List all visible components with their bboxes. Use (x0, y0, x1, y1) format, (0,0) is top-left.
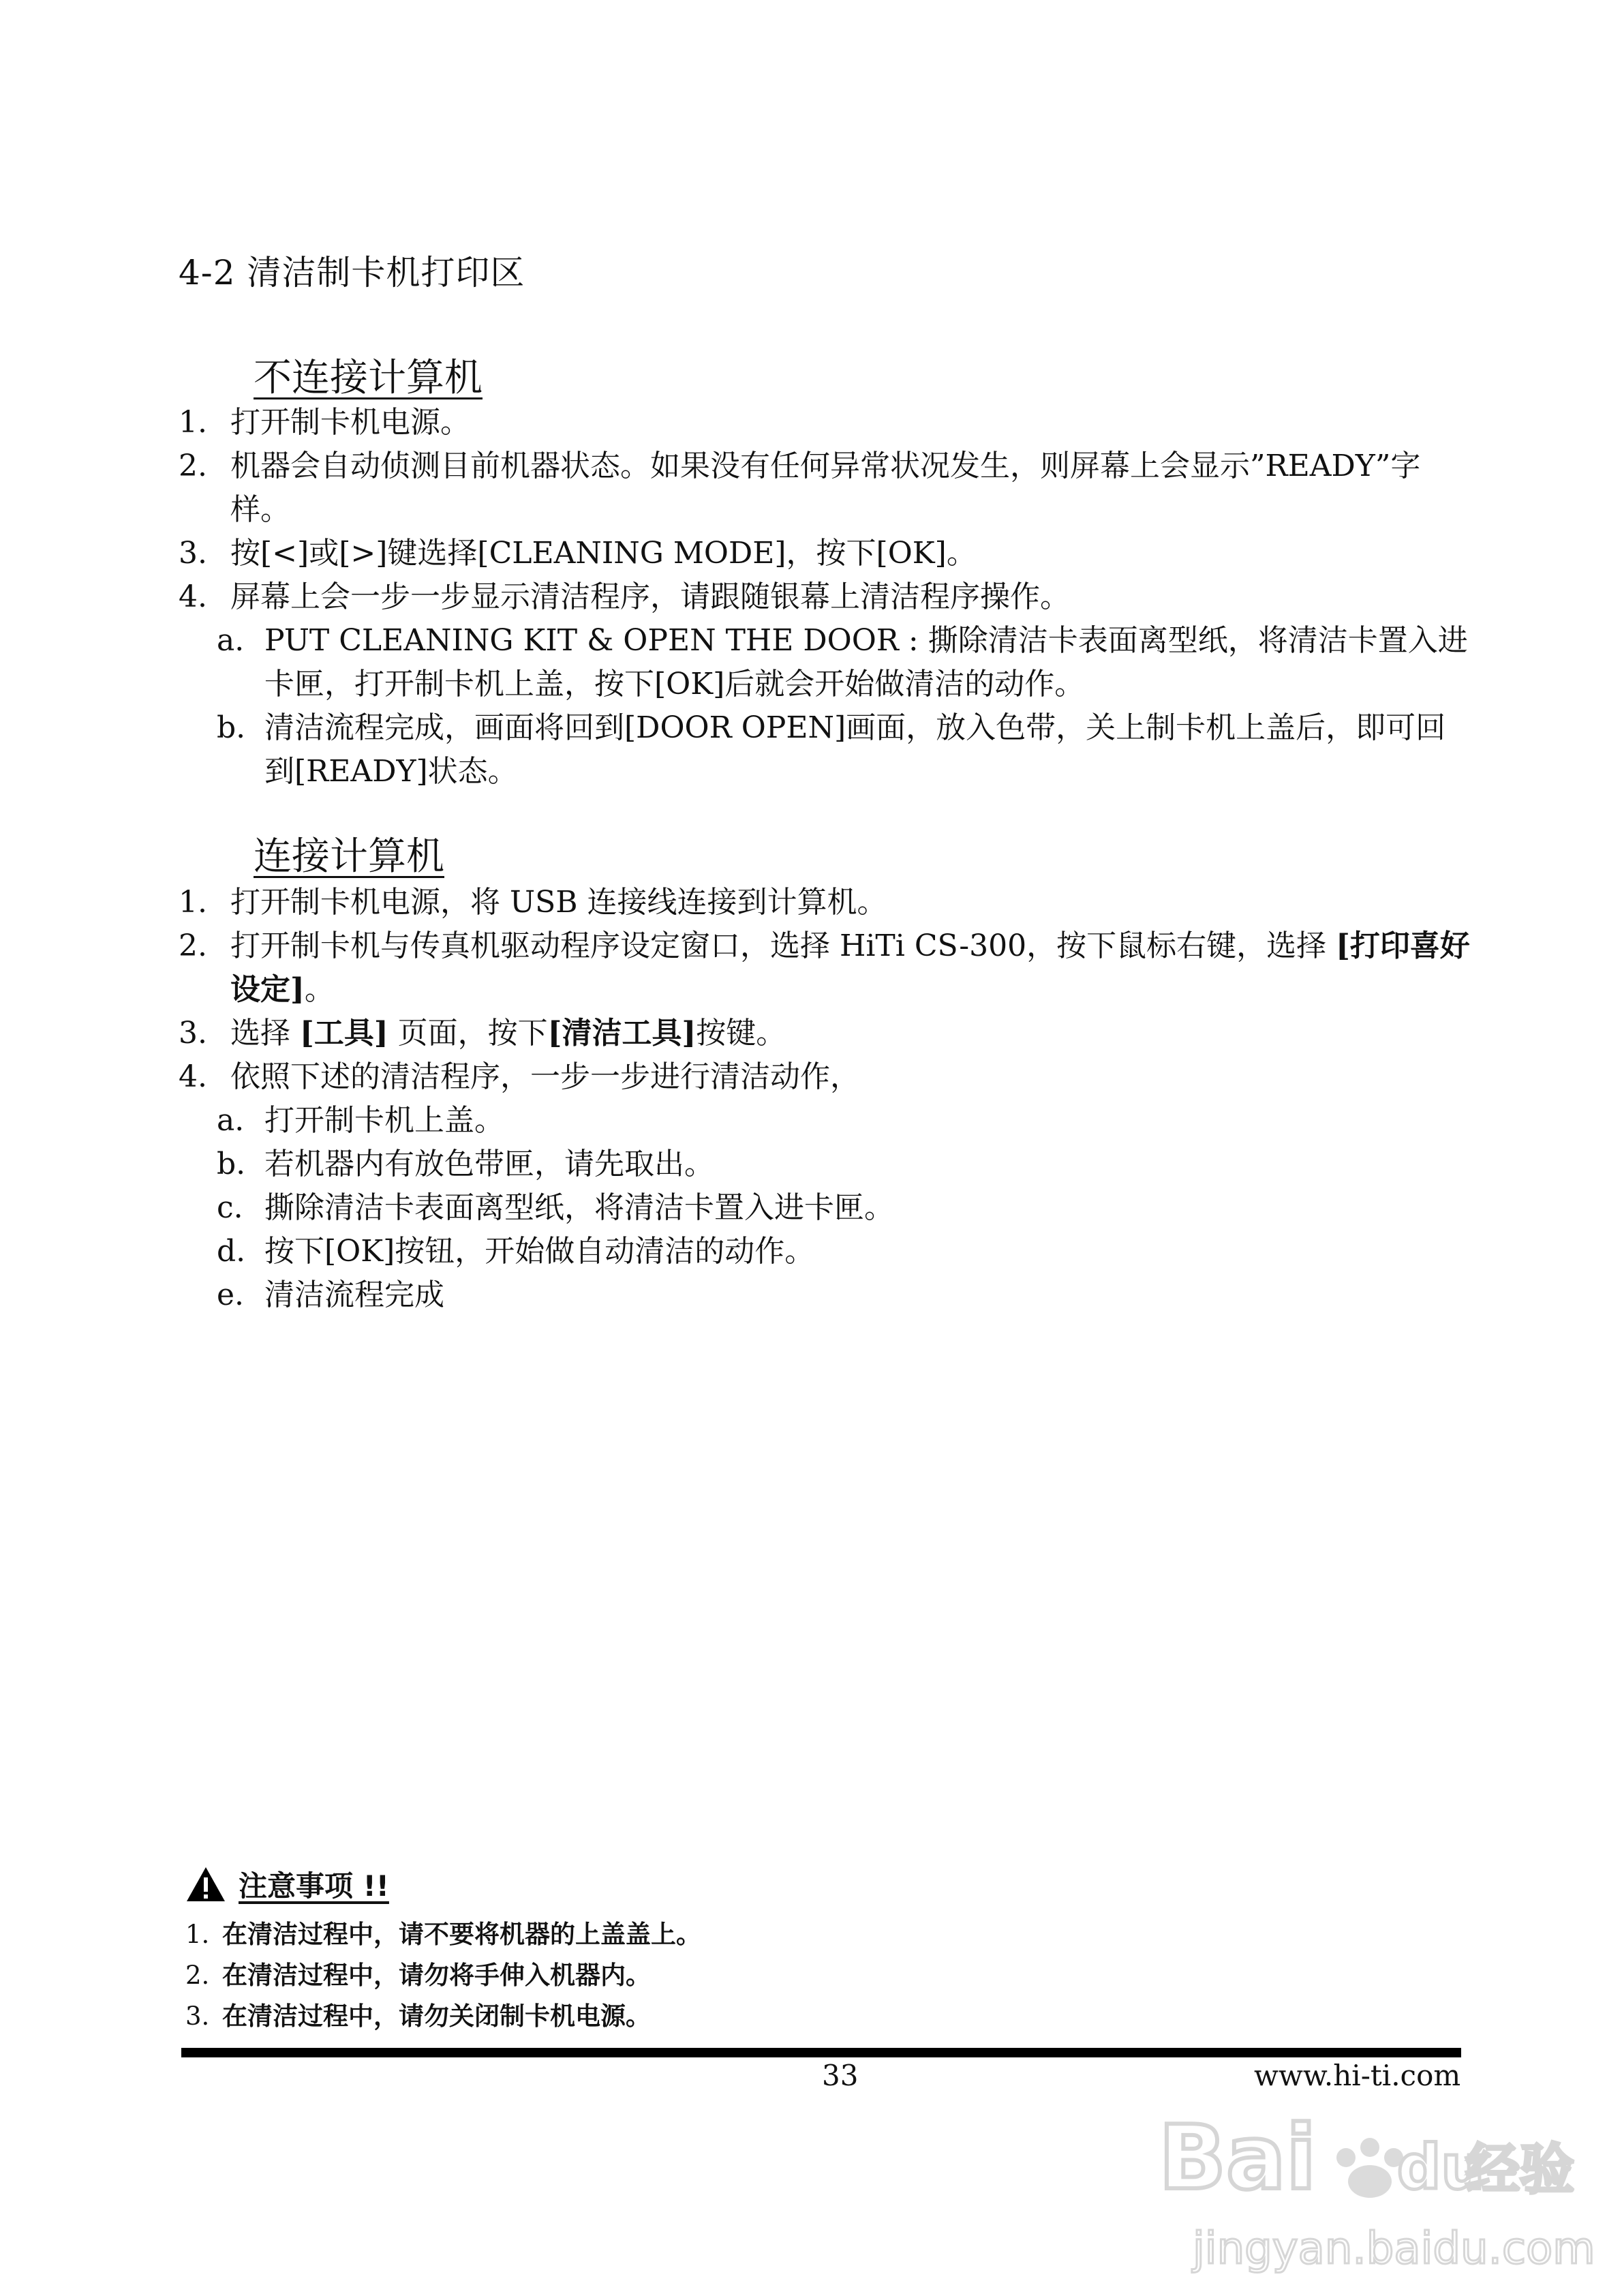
sub-item-letter: b. (217, 1147, 246, 1181)
item-number: 1. (179, 885, 207, 920)
item-text: 按[<]或[>]键选择[CLEANING MODE]，按下[OK]。 (230, 536, 977, 571)
item-text: 按键。 (696, 1016, 786, 1051)
sub-item-text: PUT CLEANING KIT & OPEN THE DOOR : 撕除清洁卡表面离型纸，将清洁卡置入进卡匣，打开制卡机上盖，按下[OK]后就会开始做清洁的动作。 (264, 623, 1468, 701)
item-number: 2. (179, 449, 207, 483)
list-item (179, 1012, 1473, 1055)
sub-item-text: 若机器内有放色带匣，请先取出。 (264, 1147, 714, 1181)
sub-item-text: 撕除清洁卡表面离型纸，将清洁卡置入进卡匣。 (264, 1190, 894, 1225)
notice-item-text: 在清洁过程中，请勿将手伸入机器内。 (222, 1961, 651, 1990)
baidu-watermark-logo (1152, 2093, 1595, 2284)
item-number: 3. (179, 1016, 207, 1051)
offline-heading: 不连接计算机 (254, 356, 483, 400)
sub-item-text: 清洁流程完成，画面将回到[DOOR OPEN]画面，放入色带，关上制卡机上盖后，即可回到[READY]状态。 (264, 710, 1446, 789)
notice-header (185, 1864, 1480, 1905)
notice-item-number: 3. (185, 2002, 210, 2031)
list-item (179, 575, 1473, 619)
item-text-bold: [打印喜好设定] (230, 928, 1470, 1007)
list-item (179, 924, 1473, 1012)
footer-divider (181, 2048, 1461, 2057)
list-item (179, 401, 1473, 444)
item-text: 选择 (230, 1016, 300, 1051)
svg-text:jingyan.baidu.com: jingyan.baidu.com (1193, 2224, 1595, 2274)
notice-item (185, 1914, 1480, 1955)
sub-item-letter: a. (217, 1103, 245, 1138)
notice-item-text: 在清洁过程中，请勿关闭制卡机电源。 (222, 2002, 651, 2031)
item-number: 2. (179, 928, 207, 963)
item-number: 4. (179, 579, 207, 614)
list-item (179, 1055, 1473, 1099)
footer-url: www.hi-ti.com (1254, 2059, 1461, 2092)
item-text: 打开制卡机与传真机驱动程序设定窗口，选择 HiTi CS-300，按下鼠标右键，选择 (230, 928, 1336, 963)
sub-item (179, 1143, 1473, 1186)
item-text: 页面，按下 (388, 1016, 548, 1051)
page-number: 33 (822, 2059, 859, 2092)
section-title: 4-2 清洁制卡机打印区 (179, 253, 525, 292)
svg-text:du: du (1397, 2132, 1485, 2203)
sub-item (179, 1273, 1473, 1317)
notice-item-text: 在清洁过程中，请不要将机器的上盖盖上。 (222, 1920, 701, 1949)
sub-item-letter: d. (217, 1234, 246, 1269)
item-text-bold: [工具] (300, 1016, 388, 1051)
notice-item (185, 1996, 1480, 2037)
item-number: 1. (179, 405, 207, 440)
sub-item (179, 1230, 1473, 1273)
item-text: 屏幕上会一步一步显示清洁程序，请跟随银幕上清洁程序操作。 (230, 579, 1070, 614)
online-steps (179, 881, 1473, 1317)
item-text: 机器会自动侦测目前机器状态。如果没有任何异常状况发生，则屏幕上会显示”READY”字样。 (230, 449, 1421, 527)
sub-item-letter: a. (217, 623, 245, 658)
item-text-bold: [清洁工具] (547, 1016, 697, 1051)
sub-item-text: 清洁流程完成 (264, 1278, 444, 1312)
notice-heading: 注意事项 !! (239, 1869, 389, 1903)
sub-item (179, 619, 1473, 706)
notice-item (185, 1955, 1480, 1996)
svg-text:经验: 经验 (1465, 2138, 1574, 2201)
offline-steps (179, 401, 1473, 794)
item-text: 打开制卡机电源，将 USB 连接线连接到计算机。 (230, 885, 887, 920)
item-number: 3. (179, 536, 207, 571)
list-item (179, 881, 1473, 924)
sub-item-letter: c. (217, 1190, 243, 1225)
notice-list (185, 1914, 1480, 2037)
notice-box (185, 1864, 1480, 2037)
warning-icon (185, 1866, 226, 1903)
notice-item-number: 1. (185, 1920, 210, 1949)
sub-item-letter: b. (217, 710, 246, 745)
sub-item-letter: e. (217, 1278, 245, 1312)
sub-item-text: 打开制卡机上盖。 (264, 1103, 504, 1138)
svg-text:Bai: Bai (1159, 2106, 1317, 2209)
sub-item (179, 1099, 1473, 1143)
item-text: 打开制卡机电源。 (230, 405, 470, 440)
list-item (179, 444, 1473, 532)
online-heading: 连接计算机 (254, 834, 444, 879)
item-text: 。 (304, 972, 335, 1007)
notice-item-number: 2. (185, 1961, 210, 1990)
sub-item (179, 1186, 1473, 1230)
sub-item-text: 按下[OK]按钮，开始做自动清洁的动作。 (264, 1234, 815, 1269)
item-number: 4. (179, 1059, 207, 1094)
list-item (179, 532, 1473, 575)
item-text: 依照下述的清洁程序，一步一步进行清洁动作， (230, 1059, 860, 1094)
sub-item (179, 706, 1473, 794)
